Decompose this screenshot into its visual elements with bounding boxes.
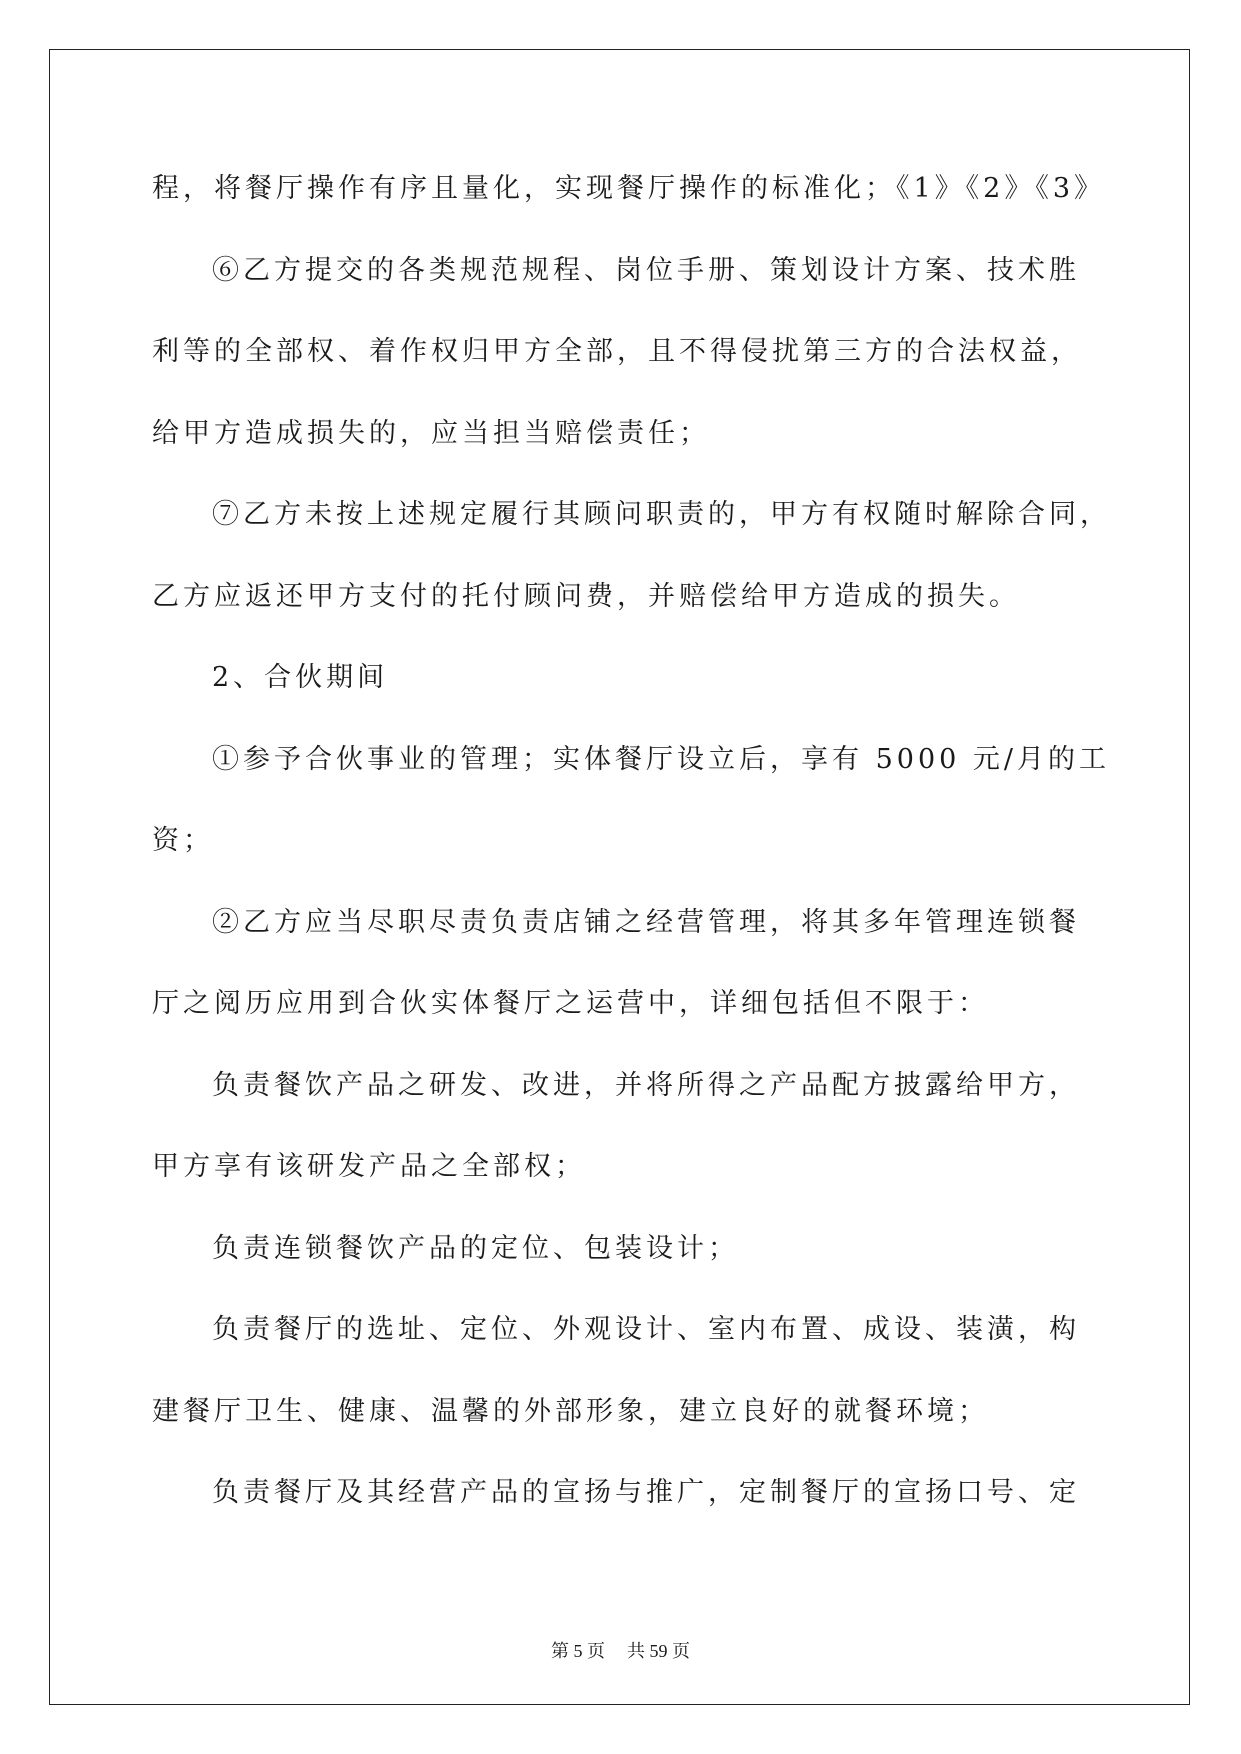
- text-line: 负责餐厅及其经营产品的宣扬与推广，定制餐厅的宣扬口号、定: [212, 1477, 1080, 1508]
- text-line: ⑥乙方提交的各类规范规程、岗位手册、策划设计方案、技术胜: [212, 255, 1080, 286]
- text-line: ①参予合伙事业的管理；实体餐厅设立后，享有 5000 元/月的工: [212, 744, 1110, 775]
- text-line: 利等的全部权、着作权归甲方全部，且不得侵扰第三方的合法权益，: [152, 336, 1082, 367]
- text-line: 乙方应返还甲方支付的托付顾问费，并赔偿给甲方造成的损失。: [152, 581, 1020, 612]
- text-line: 资；: [152, 825, 214, 856]
- page-border: [49, 49, 1190, 1705]
- section-heading: 2、合伙期间: [212, 662, 389, 693]
- text-line: 甲方享有该研发产品之全部权；: [152, 1151, 586, 1182]
- text-line: 给甲方造成损失的，应当担当赔偿责任；: [152, 418, 710, 449]
- text-line: 负责餐厅的选址、定位、外观设计、室内布置、成设、装潢，构: [212, 1314, 1080, 1345]
- page-footer: [0, 1637, 1241, 1663]
- text-line: 程，将餐厅操作有序且量化，实现餐厅操作的标准化；《1》《2》《3》: [152, 173, 1106, 204]
- page-total: 共 59 页: [627, 1641, 690, 1661]
- text-line: 厅之阅历应用到合伙实体餐厅之运营中，详细包括但不限于：: [152, 988, 989, 1019]
- text-line: 建餐厅卫生、健康、温馨的外部形象，建立良好的就餐环境；: [152, 1396, 989, 1427]
- text-line: ⑦乙方未按上述规定履行其顾问职责的，甲方有权随时解除合同，: [212, 499, 1111, 530]
- text-line: 负责连锁餐饮产品的定位、包装设计；: [212, 1233, 739, 1264]
- text-line: ②乙方应当尽职尽责负责店铺之经营管理，将其多年管理连锁餐: [212, 907, 1080, 938]
- page-number: 第 5 页: [551, 1641, 605, 1661]
- text-line: 负责餐饮产品之研发、改进，并将所得之产品配方披露给甲方，: [212, 1070, 1080, 1101]
